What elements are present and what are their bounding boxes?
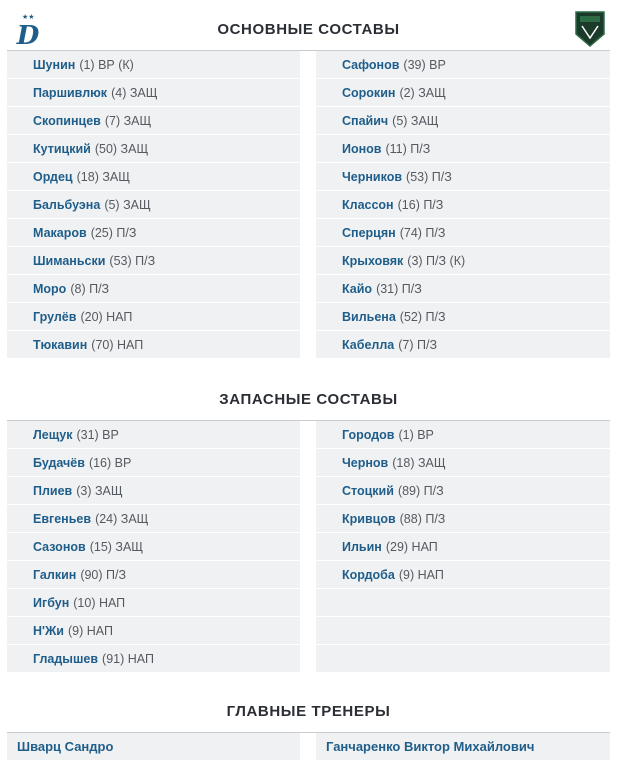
substitutes-title: ЗАПАСНЫЕ СОСТАВЫ xyxy=(219,391,398,408)
player-row xyxy=(316,477,610,505)
player-row xyxy=(7,533,300,561)
player-name[interactable]: Ордец xyxy=(33,169,73,184)
player-name[interactable]: Будачёв xyxy=(33,455,85,470)
empty-row xyxy=(316,645,610,673)
player-name[interactable]: Евгеньев xyxy=(33,511,92,526)
player-row xyxy=(316,275,610,303)
player-row xyxy=(316,79,610,107)
player-info: (16) П/З xyxy=(397,197,444,212)
player-name[interactable]: Шунин xyxy=(33,57,76,72)
player-row xyxy=(7,561,300,589)
player-name[interactable]: Н'Жи xyxy=(33,623,64,638)
player-row xyxy=(7,219,300,247)
substitutes-away-list xyxy=(316,421,610,673)
player-info: (20) НАП xyxy=(80,309,133,324)
player-row xyxy=(7,79,300,107)
player-name[interactable]: Классон xyxy=(342,197,394,212)
player-name[interactable]: Кайо xyxy=(342,281,373,296)
substitutes-home-list xyxy=(7,421,300,673)
player-info: (88) П/З xyxy=(399,511,446,526)
player-info: (2) ЗАЩ xyxy=(399,85,446,100)
player-info: (24) ЗАЩ xyxy=(95,511,149,526)
player-row xyxy=(7,191,300,219)
player-row xyxy=(316,51,610,79)
player-row xyxy=(316,303,610,331)
player-row xyxy=(316,191,610,219)
player-row xyxy=(7,275,300,303)
player-row xyxy=(7,617,300,645)
player-info: (39) ВР xyxy=(403,57,446,72)
player-info: (5) ЗАЩ xyxy=(104,197,151,212)
player-info: (89) П/З xyxy=(397,483,444,498)
player-name[interactable]: Ильин xyxy=(342,539,382,554)
player-row xyxy=(316,107,610,135)
player-name[interactable]: Спайич xyxy=(342,113,389,128)
player-name[interactable]: Ионов xyxy=(342,141,382,156)
player-row xyxy=(7,449,300,477)
player-row xyxy=(7,51,300,79)
player-name[interactable]: Моро xyxy=(33,281,67,296)
player-info: (53) П/З xyxy=(109,253,156,268)
player-name[interactable]: Бальбуэна xyxy=(33,197,101,212)
player-row xyxy=(316,449,610,477)
player-info: (1) ВР xyxy=(398,427,434,442)
player-name[interactable]: Кабелла xyxy=(342,337,395,352)
player-name[interactable]: Паршивлюк xyxy=(33,85,108,100)
player-row xyxy=(7,477,300,505)
player-info: (53) П/З xyxy=(406,169,452,184)
player-name[interactable]: Сперцян xyxy=(342,225,396,240)
player-info: (31) П/З xyxy=(376,281,422,296)
coach-away-cell xyxy=(316,733,610,761)
lineups-title: ОСНОВНЫЕ СОСТАВЫ xyxy=(217,21,400,38)
player-row xyxy=(7,421,300,449)
coaches-title: ГЛАВНЫЕ ТРЕНЕРЫ xyxy=(226,703,391,720)
player-name[interactable]: Чернов xyxy=(342,455,389,470)
player-row xyxy=(7,107,300,135)
coach-away-name[interactable]: Ганчаренко Виктор Михайлович xyxy=(326,739,535,754)
player-info: (18) ЗАЩ xyxy=(76,169,130,184)
player-info: (9) НАП xyxy=(67,623,113,638)
svg-text:D: D xyxy=(16,21,40,47)
player-info: (15) ЗАЩ xyxy=(89,539,144,554)
player-name[interactable]: Лещук xyxy=(33,427,73,442)
svg-text:★★: ★★ xyxy=(22,13,35,21)
player-name[interactable]: Сафонов xyxy=(342,57,400,72)
player-info: (1) ВР (К) xyxy=(79,57,134,72)
player-name[interactable]: Игбун xyxy=(33,595,70,610)
player-row xyxy=(7,135,300,163)
player-name[interactable]: Грулёв xyxy=(33,309,77,324)
player-name[interactable]: Вильена xyxy=(342,309,396,324)
player-info: (90) П/З xyxy=(80,567,127,582)
player-info: (3) ЗАЩ xyxy=(76,483,123,498)
player-info: (91) НАП xyxy=(102,651,154,666)
player-info: (50) ЗАЩ xyxy=(94,141,149,156)
player-info: (70) НАП xyxy=(91,337,144,352)
player-row xyxy=(316,163,610,191)
lineups-home-list xyxy=(7,51,300,359)
player-row xyxy=(316,331,610,359)
player-info: (29) НАП xyxy=(385,539,438,554)
player-info: (7) П/З xyxy=(398,337,438,352)
player-row xyxy=(316,219,610,247)
player-row xyxy=(316,561,610,589)
player-row xyxy=(316,135,610,163)
player-info: (5) ЗАЩ xyxy=(392,113,439,128)
player-info: (7) ЗАЩ xyxy=(104,113,152,128)
player-info: (74) П/З xyxy=(399,225,446,240)
player-row xyxy=(316,533,610,561)
coach-home-name[interactable]: Шварц Сандро xyxy=(17,739,114,754)
player-info: (11) П/З xyxy=(385,141,431,156)
player-info: (10) НАП xyxy=(73,595,126,610)
player-row xyxy=(7,331,300,359)
player-row xyxy=(7,505,300,533)
player-name[interactable]: Скопинцев xyxy=(33,113,101,128)
player-name[interactable]: Макаров xyxy=(33,225,87,240)
player-info: (3) П/З (К) xyxy=(407,253,466,268)
player-info: (31) ВР xyxy=(76,427,119,442)
player-row xyxy=(7,589,300,617)
player-info: (25) П/З xyxy=(90,225,137,240)
player-row xyxy=(7,163,300,191)
empty-row xyxy=(316,589,610,617)
player-info: (18) ЗАЩ xyxy=(392,455,446,470)
coaches-away xyxy=(316,733,610,761)
player-name[interactable]: Плиев xyxy=(33,483,73,498)
player-info: (9) НАП xyxy=(398,567,444,582)
coach-home-cell xyxy=(7,733,300,761)
player-name[interactable]: Сорокин xyxy=(342,85,396,100)
player-name[interactable]: Кривцов xyxy=(342,511,396,526)
empty-row xyxy=(316,617,610,645)
player-info: (4) ЗАЩ xyxy=(111,85,158,100)
player-row xyxy=(316,505,610,533)
player-info: (52) П/З xyxy=(399,309,446,324)
player-name[interactable]: Крыховяк xyxy=(342,253,404,268)
player-name[interactable]: Кордоба xyxy=(342,567,395,582)
player-name[interactable]: Тюкавин xyxy=(33,337,88,352)
player-name[interactable]: Стоцкий xyxy=(342,483,394,498)
player-row xyxy=(316,421,610,449)
lineups-away-list xyxy=(316,51,610,359)
player-name[interactable]: Кутицкий xyxy=(33,141,91,156)
player-name[interactable]: Галкин xyxy=(33,567,77,582)
player-name[interactable]: Сазонов xyxy=(33,539,86,554)
player-name[interactable]: Шиманьски xyxy=(33,253,106,268)
player-row xyxy=(7,247,300,275)
player-row xyxy=(316,247,610,275)
player-name[interactable]: Городов xyxy=(342,427,395,442)
player-info: (8) П/З xyxy=(70,281,110,296)
player-name[interactable]: Черников xyxy=(342,169,403,184)
player-name[interactable]: Гладышев xyxy=(33,651,99,666)
player-row xyxy=(7,645,300,673)
player-row xyxy=(7,303,300,331)
player-info: (16) ВР xyxy=(88,455,132,470)
coaches-home xyxy=(7,733,300,761)
